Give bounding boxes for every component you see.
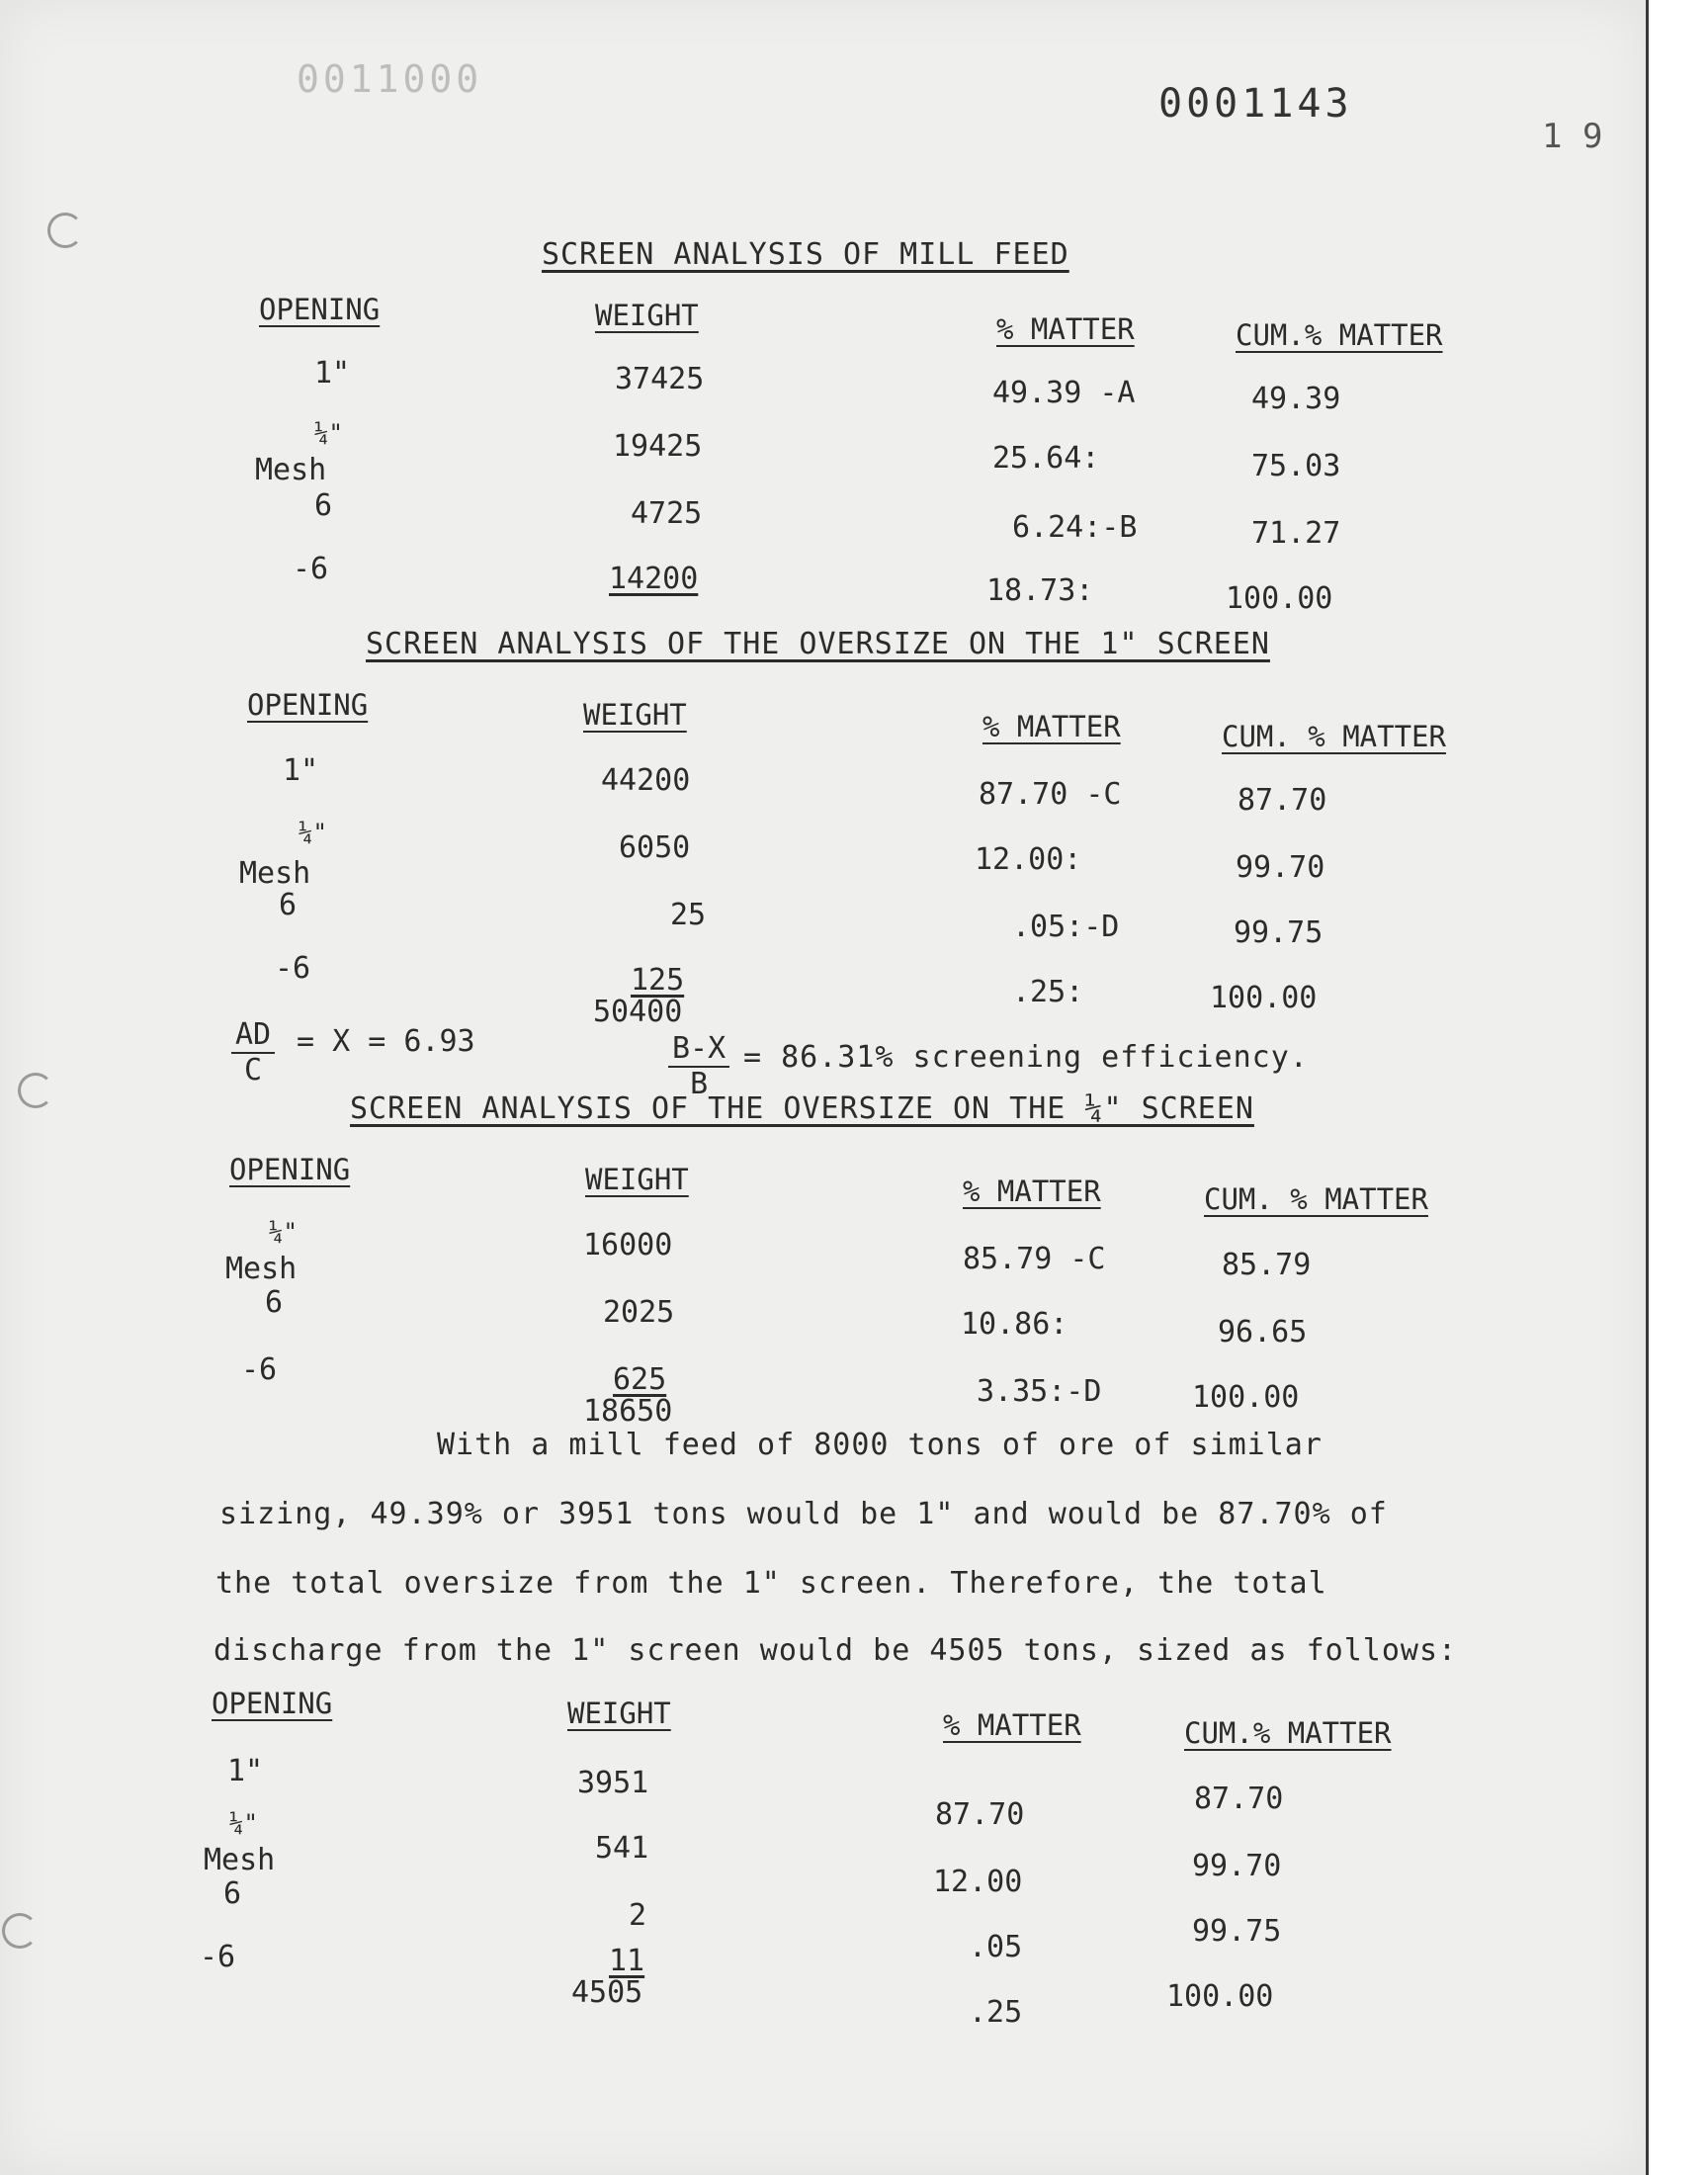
table2-header-weight: WEIGHT <box>583 698 687 732</box>
table3-pct-cell: 10.86: <box>961 1307 1068 1342</box>
table4-opening-cell: ¼" <box>229 1809 258 1837</box>
table4-cum-cell: 99.75 <box>1192 1914 1282 1949</box>
table2-header-opening: OPENING <box>247 688 369 722</box>
table3-opening-cell: -6 <box>241 1352 278 1387</box>
table1-header-cum: CUM.% MATTER <box>1236 318 1443 352</box>
table1-weight-cell: 19425 <box>613 429 703 464</box>
formula1-result: = X = 6.93 <box>297 1024 475 1059</box>
table1-title: SCREEN ANALYSIS OF MILL FEED <box>542 237 1069 272</box>
table3-cum-cell: 96.65 <box>1218 1315 1308 1349</box>
formula2-numerator: B-X <box>668 1032 729 1068</box>
table1-opening-cell: ¼" <box>314 419 343 447</box>
table1-header-opening: OPENING <box>259 293 381 326</box>
table2-title: SCREEN ANALYSIS OF THE OVERSIZE ON THE 1" SCREEN <box>366 627 1270 661</box>
table2-pct-cell: .25: <box>1012 975 1084 1009</box>
table1-cum-cell: 100.00 <box>1226 581 1333 616</box>
table2-cum-cell: 99.75 <box>1234 915 1324 950</box>
table4-cum-cell: 99.70 <box>1192 1849 1282 1883</box>
table4-opening-cell: Mesh <box>204 1843 276 1877</box>
table3-opening-cell: Mesh <box>225 1252 298 1286</box>
table4-pct-cell: 12.00 <box>933 1865 1023 1899</box>
table4-opening-cell: -6 <box>200 1940 236 1974</box>
table2-weight-cell: 6050 <box>619 830 691 865</box>
paragraph-line: the total oversize from the 1" screen. Therefore, the total <box>215 1566 1327 1601</box>
table2-weight-cell: 125 <box>631 963 685 998</box>
scan-margin <box>1649 0 1708 2175</box>
table2-opening-cell: 1" <box>283 753 319 788</box>
formula2-result: = 86.31% screening efficiency. <box>743 1040 1309 1075</box>
table4-pct-cell: .05 <box>969 1930 1023 1964</box>
table4-opening-cell: 1" <box>227 1754 264 1788</box>
document-number-stamp: 0001143 <box>1158 81 1353 127</box>
paragraph-line: discharge from the 1" screen would be 4505 tons, sized as follows: <box>214 1633 1458 1668</box>
table1-cum-cell: 75.03 <box>1251 449 1341 483</box>
table3-opening-cell: 6 <box>265 1285 284 1320</box>
table2-pct-cell: 87.70 -C <box>979 777 1122 812</box>
table4-header-cum: CUM.% MATTER <box>1184 1716 1392 1750</box>
table1-pct-cell: 6.24:-B <box>1012 510 1138 545</box>
table3-cum-cell: 85.79 <box>1222 1248 1312 1282</box>
paragraph-line: With a mill feed of 8000 tons of ore of similar <box>437 1428 1323 1462</box>
table1-cum-cell: 49.39 <box>1251 382 1341 416</box>
table2-pct-cell: .05:-D <box>1012 910 1120 944</box>
table1-weight-cell: 4725 <box>631 496 703 531</box>
table3-weight-cell: 625 <box>613 1362 667 1397</box>
table2-opening-cell: 6 <box>279 888 298 922</box>
table3-header-cum: CUM. % MATTER <box>1204 1182 1428 1216</box>
table4-opening-cell: 6 <box>223 1876 242 1911</box>
table1-cum-cell: 71.27 <box>1251 516 1341 551</box>
formula1-denominator: C <box>244 1053 263 1088</box>
faint-stamp-number: 0011000 <box>297 57 483 101</box>
page-mark: 1 9 <box>1542 117 1603 156</box>
table2-cum-cell: 87.70 <box>1238 783 1327 818</box>
table4-header-weight: WEIGHT <box>567 1696 671 1730</box>
table2-weight-total: 50400 <box>593 995 683 1029</box>
binder-hole-mark <box>2 1913 38 1949</box>
table4-header-opening: OPENING <box>212 1687 333 1720</box>
table4-weight-cell: 11 <box>609 1944 645 1978</box>
table3-header-opening: OPENING <box>229 1153 351 1186</box>
table1-opening-cell: -6 <box>293 552 329 586</box>
formula1-numerator: AD <box>231 1018 275 1054</box>
table1-pct-cell: 25.64: <box>992 441 1100 476</box>
table3-weight-total: 18650 <box>583 1394 673 1429</box>
table3-pct-cell: 3.35:-D <box>977 1374 1102 1409</box>
table1-opening-cell: Mesh <box>255 453 327 487</box>
table4-pct-cell: 87.70 <box>935 1797 1025 1832</box>
table1-pct-cell: 18.73: <box>986 573 1094 608</box>
table4-header-pct: % MATTER <box>943 1708 1081 1742</box>
table1-header-pct: % MATTER <box>996 312 1135 346</box>
table1-weight-cell: 14200 <box>609 562 699 596</box>
table2-cum-cell: 100.00 <box>1210 981 1318 1015</box>
table3-header-weight: WEIGHT <box>585 1163 689 1196</box>
table3-header-pct: % MATTER <box>963 1174 1101 1208</box>
table3-cum-cell: 100.00 <box>1192 1380 1300 1415</box>
table1-weight-cell: 37425 <box>615 362 705 396</box>
table2-header-cum: CUM. % MATTER <box>1222 720 1446 753</box>
formula2-denominator: B <box>690 1067 709 1101</box>
table3-weight-cell: 16000 <box>583 1228 673 1262</box>
table3-title: SCREEN ANALYSIS OF THE OVERSIZE ON THE ¼" SCREEN <box>350 1091 1254 1126</box>
table2-opening-cell: -6 <box>275 951 311 986</box>
table2-weight-cell: 25 <box>670 898 707 932</box>
table4-weight-total: 4505 <box>571 1975 643 2010</box>
table1-pct-cell: 49.39 -A <box>992 376 1136 410</box>
formula1-fraction <box>231 1018 275 1088</box>
binder-hole-mark <box>18 1073 53 1108</box>
table1-opening-cell: 1" <box>314 356 351 391</box>
table4-weight-cell: 3951 <box>577 1766 649 1800</box>
table2-pct-cell: 12.00: <box>975 842 1082 877</box>
table4-pct-cell: .25 <box>969 1995 1023 2030</box>
table4-weight-cell: 541 <box>595 1831 649 1866</box>
binder-hole-mark <box>47 213 83 248</box>
table1-header-weight: WEIGHT <box>595 299 699 332</box>
table2-cum-cell: 99.70 <box>1236 850 1325 885</box>
table3-pct-cell: 85.79 -C <box>963 1242 1106 1276</box>
table2-opening-cell: ¼" <box>299 819 327 846</box>
table3-weight-cell: 2025 <box>603 1295 675 1330</box>
table2-header-pct: % MATTER <box>982 710 1121 743</box>
table2-opening-cell: Mesh <box>239 856 311 891</box>
table4-cum-cell: 87.70 <box>1194 1782 1284 1816</box>
table4-weight-cell: 2 <box>629 1898 647 1933</box>
paragraph-line: sizing, 49.39% or 3951 tons would be 1" and would be 87.70% of <box>219 1497 1388 1531</box>
table1-opening-cell: 6 <box>314 488 333 523</box>
table2-weight-cell: 44200 <box>601 763 691 798</box>
table3-opening-cell: ¼" <box>269 1218 298 1246</box>
table4-cum-cell: 100.00 <box>1166 1979 1274 2014</box>
